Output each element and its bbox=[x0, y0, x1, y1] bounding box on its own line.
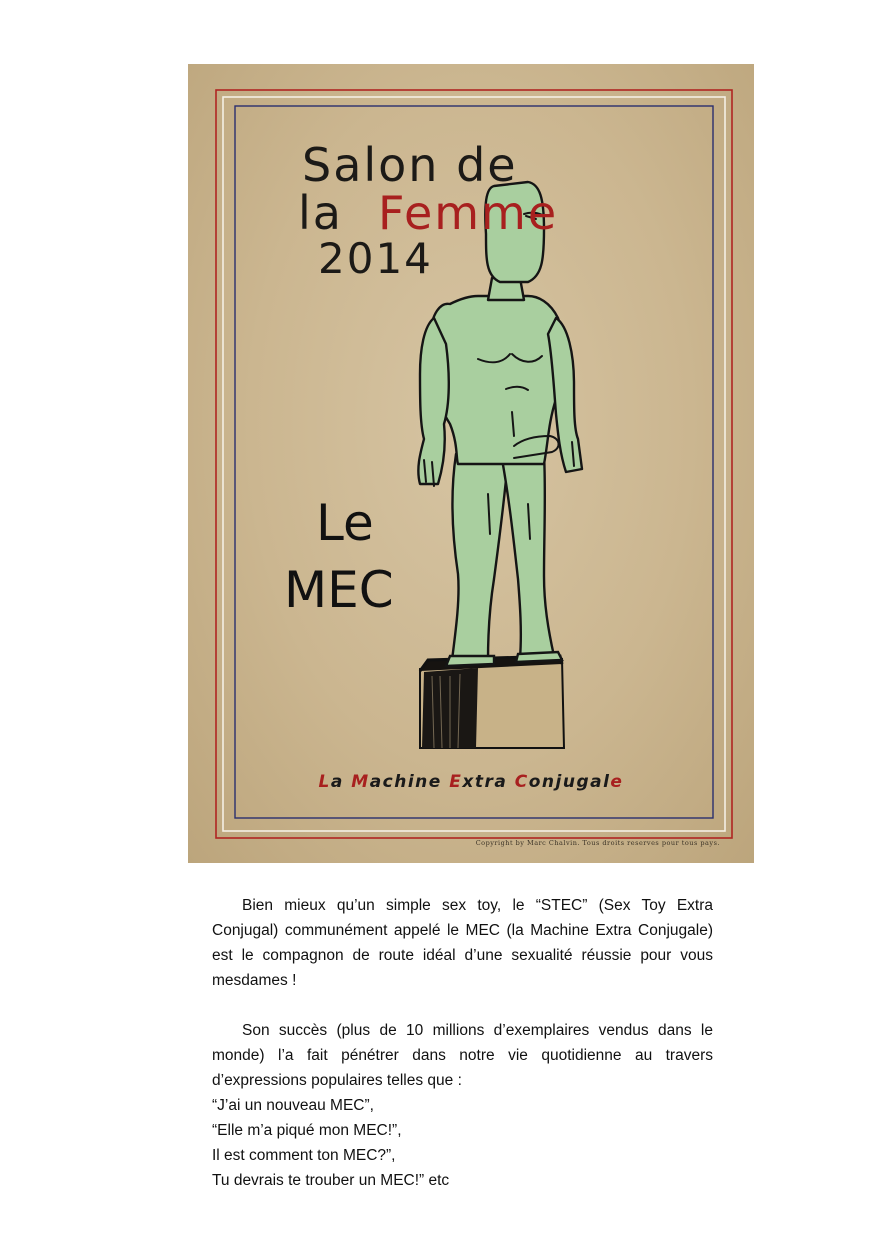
paragraph-1: Bien mieux qu’un simple sex toy, le “STEC” (Sex Toy Extra Conjugal) communément appelé le MEC (la Machine Extra Conjugale) est le compagnon de route idéal d’une sexualité réussie pour vous mesdames ! bbox=[212, 897, 713, 989]
poster-tagline: La Machine Extra Conjugale bbox=[318, 772, 624, 792]
poster-title-line1: Salon de bbox=[302, 138, 518, 192]
figure-illustration bbox=[418, 182, 582, 660]
quote-4: Tu devrais te trouber un MEC!” etc bbox=[212, 1172, 450, 1189]
body-text bbox=[212, 893, 713, 1193]
poster-copyright: Copyright by Marc Chalvin. Tous droits reserves pour tous pays. bbox=[475, 839, 720, 847]
poster-title-la: la bbox=[298, 186, 343, 240]
poster-title-year: 2014 bbox=[318, 234, 433, 283]
paragraph-2: Son succès (plus de 10 millions d’exemplaires vendus dans le monde) l’a fait pénétrer dans notre vie quotidienne au travers d’expressions populaires telles que : bbox=[212, 1022, 713, 1089]
pedestal-illustration bbox=[420, 656, 564, 748]
quote-1: “J’ai un nouveau MEC”, bbox=[212, 1097, 374, 1114]
quote-2: “Elle m’a piqué mon MEC!”, bbox=[212, 1122, 402, 1139]
poster-title-femme: Femme bbox=[378, 186, 559, 240]
poster-mec: MEC bbox=[284, 561, 394, 619]
quote-3: Il est comment ton MEC?”, bbox=[212, 1147, 396, 1164]
poster-le: Le bbox=[316, 494, 374, 552]
poster bbox=[188, 64, 754, 863]
